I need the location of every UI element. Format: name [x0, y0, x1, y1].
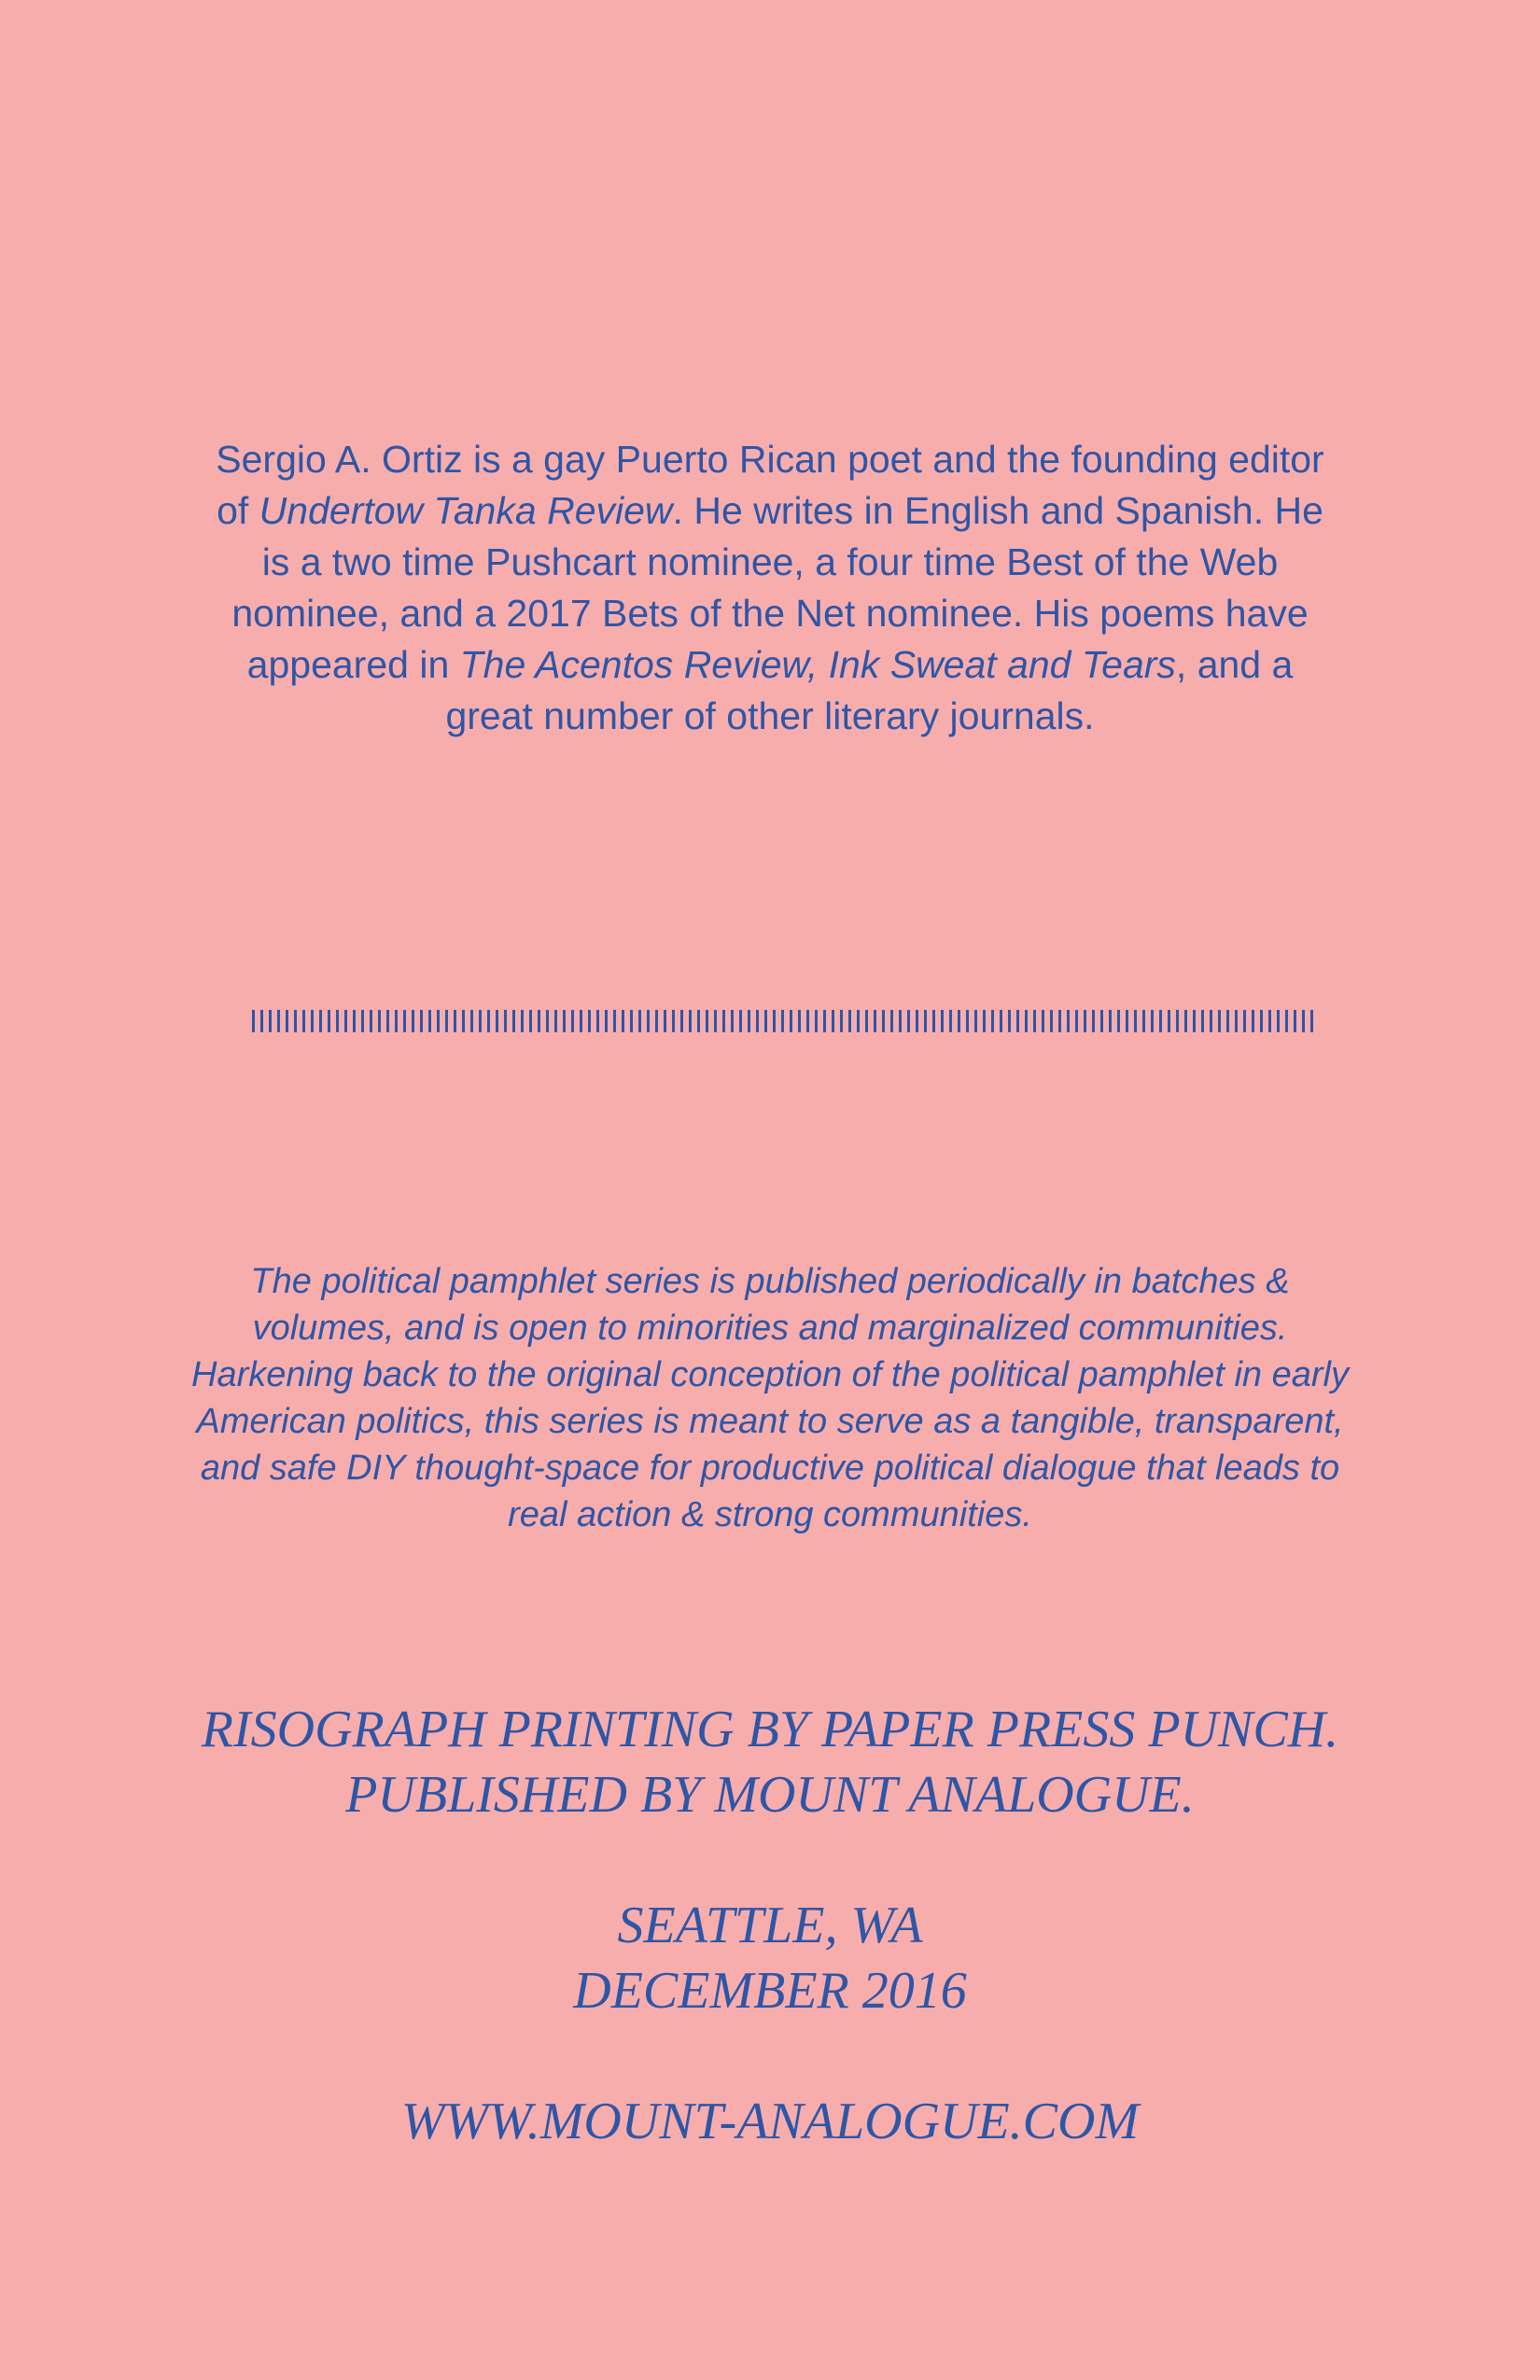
bio-intro: Sergio A. Ortiz is a gay Puerto Rican poet and the founding editor of	[216, 438, 1324, 532]
series-statement: The political pamphlet series is published periodically in batches & volumes, and is open to minorities and marginalized communities. Harkening back to the original conception of the political pamphlet in early American politics, this series is meant to serve as a tangible, transparent, and safe DIY thought-space for productive political dialogue that leads to real action & strong communities.	[191, 1262, 1349, 1534]
website-url: WWW.MOUNT-ANALOGUE.COM	[400, 2093, 1140, 2150]
author-bio	[205, 434, 1335, 742]
colophon-place-date	[93, 1893, 1447, 2023]
bio-publications: The Acentos Review, Ink Sweat and Tears	[459, 643, 1176, 686]
printing-credit: RISOGRAPH PRINTING BY PAPER PRESS PUNCH.	[201, 1701, 1339, 1758]
bio-journal-title: Undertow Tanka Review	[259, 489, 673, 532]
publication-city: SEATTLE, WA	[617, 1897, 923, 1954]
tick-divider	[252, 1010, 1318, 1032]
publication-date: DECEMBER 2016	[573, 1962, 967, 2020]
bio-middle: . He writes in English and Spanish. He is a two time Pushcart nominee, a four time Best of the Web nominee, and a 2017 Bets of the Net nominee. His poems have appeared in	[231, 489, 1323, 686]
colophon-website	[93, 2089, 1447, 2154]
bio-outro: , and a great number of other literary journals.	[445, 643, 1294, 737]
colophon-credits	[93, 1697, 1447, 1827]
publisher-credit: PUBLISHED BY MOUNT ANALOGUE.	[345, 1766, 1195, 1824]
